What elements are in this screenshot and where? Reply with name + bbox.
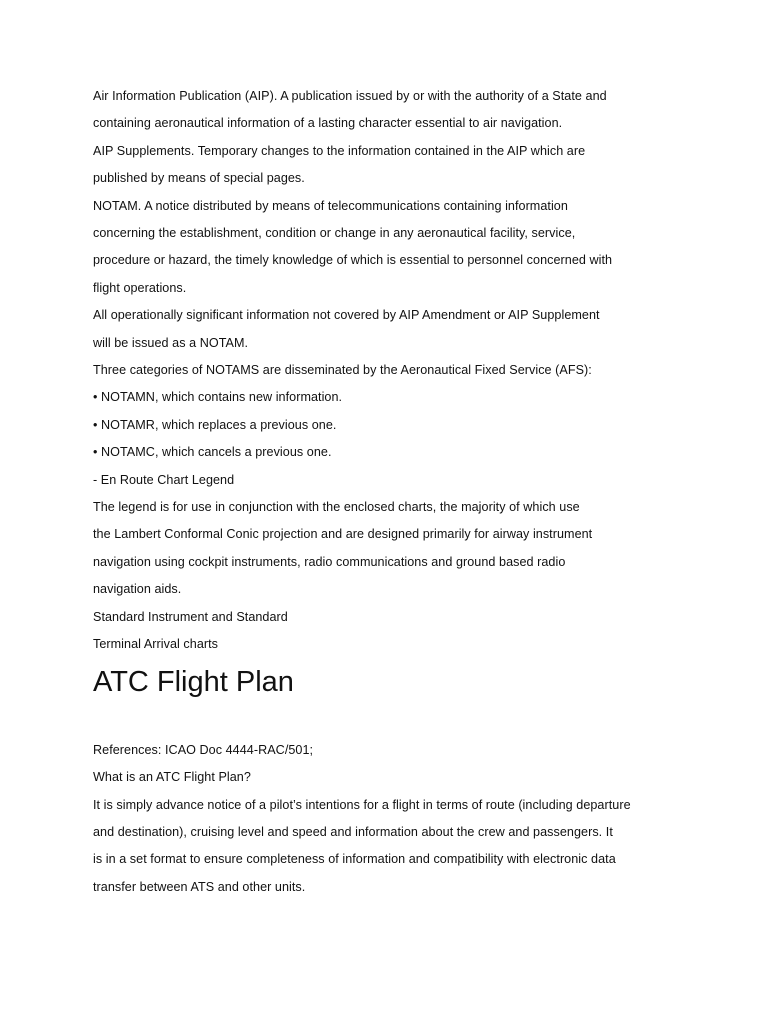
- paragraph-line: NOTAM. A notice distributed by means of telecommunications containing information: [93, 198, 568, 213]
- paragraph-line: Standard Instrument and Standard: [93, 609, 288, 624]
- paragraph-line: navigation aids.: [93, 582, 182, 597]
- paragraph-line: procedure or hazard, the timely knowledge of which is essential to personnel concerned with: [93, 253, 613, 268]
- paragraph-line: is in a set format to ensure completeness of information and compatibility with electronic data: [93, 852, 616, 867]
- paragraph-line: Air Information Publication (AIP). A publication issued by or with the authority of a State and: [93, 89, 607, 103]
- paragraph-line: It is simply advance notice of a pilot’s intentions for a flight in terms of route (including departure: [93, 797, 631, 812]
- paragraph-line: navigation using cockpit instruments, radio communications and ground based radio: [93, 554, 566, 569]
- list-item: • NOTAMR, which replaces a previous one.: [93, 417, 337, 432]
- paragraph-line: will be issued as a NOTAM.: [93, 335, 249, 350]
- paragraph-line: - En Route Chart Legend: [93, 472, 235, 487]
- paragraph-line: containing aeronautical information of a lasting character essential to air navigation.: [93, 116, 563, 131]
- paragraph-line: transfer between ATS and other units.: [93, 879, 306, 894]
- paragraph-line: All operationally significant information not covered by AIP Amendment or AIP Supplement: [93, 308, 600, 323]
- paragraph-line: AIP Supplements. Temporary changes to the information contained in the AIP which are: [93, 143, 586, 158]
- list-item: • NOTAMC, which cancels a previous one.: [93, 445, 332, 460]
- paragraph-line: Terminal Arrival charts: [93, 637, 219, 651]
- paragraph-line: The legend is for use in conjunction with the enclosed charts, the majority of which use: [93, 500, 580, 514]
- paragraph-line: published by means of special pages.: [93, 171, 305, 186]
- paragraph-line: and destination), cruising level and speed and information about the crew and passengers. It: [93, 824, 613, 839]
- paragraph-line: Three categories of NOTAMS are disseminated by the Aeronautical Fixed Service (AFS):: [93, 363, 592, 377]
- paragraph-line: the Lambert Conformal Conic projection and are designed primarily for airway instrument: [93, 527, 593, 542]
- paragraph-line: concerning the establishment, condition or change in any aeronautical facility, service,: [93, 226, 576, 240]
- section-heading: ATC Flight Plan: [93, 666, 294, 698]
- paragraph-line: flight operations.: [93, 280, 187, 295]
- paragraph-line: References: ICAO Doc 4444-RAC/501;: [93, 743, 314, 757]
- paragraph-line: What is an ATC Flight Plan?: [93, 770, 251, 785]
- list-item: • NOTAMN, which contains new information.: [93, 390, 343, 405]
